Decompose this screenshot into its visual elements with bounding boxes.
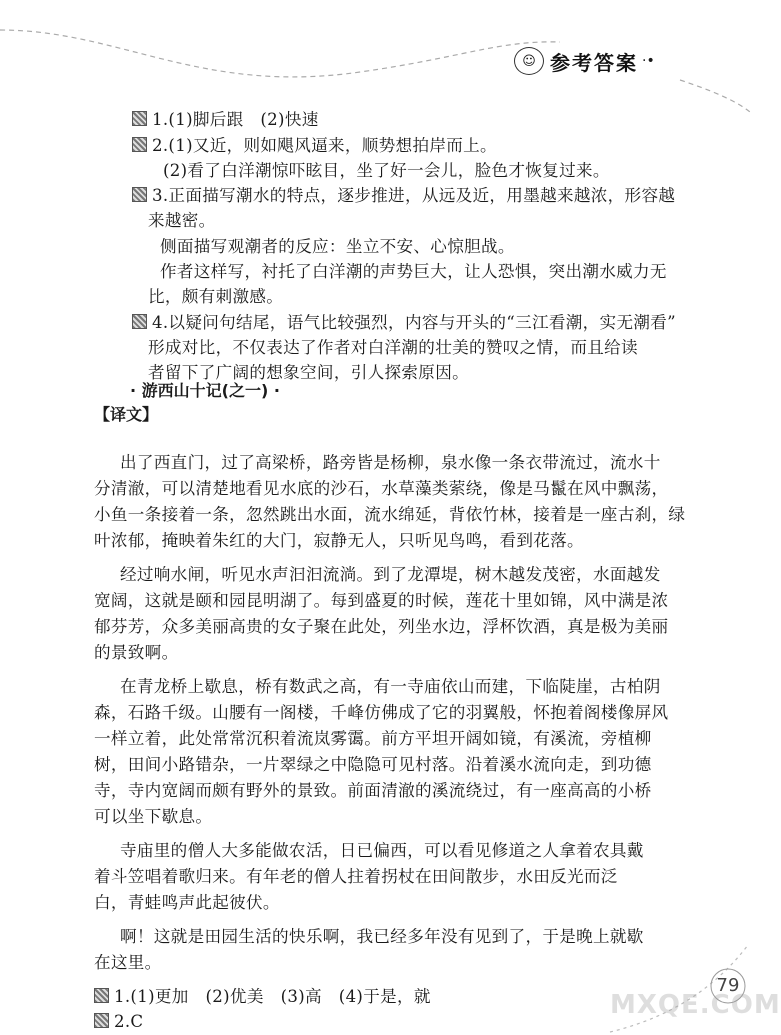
- text-line: [94, 753, 652, 777]
- smile-logo-icon: ☺: [514, 47, 544, 75]
- line-text: 在青龙桥上歇息，桥有数武之高，有一寺庙依山而建，下临陡崖，古柏阴: [120, 677, 661, 696]
- answer-marker-icon: [94, 988, 109, 1003]
- text-line: [94, 477, 668, 501]
- text-line: [94, 615, 668, 639]
- line-text: 寺，寺内宽阔而颇有野外的景致。前面清澈的溪流绕过，有一座高高的小桥: [94, 781, 652, 800]
- text-line: [94, 951, 162, 975]
- text-line: [160, 260, 667, 284]
- line-text: (2)看了白洋潮惊吓眩目，坐了好一会儿，脸色才恢复过来。: [163, 161, 610, 180]
- line-text: 寺庙里的僧人大多能做农活，日已偏西，可以看见修道之人拿着农具戴: [120, 841, 644, 860]
- text-line: [94, 1010, 143, 1034]
- section-title: · 游西山十记(之一) ·: [130, 381, 280, 400]
- line-text: 白，青蛙鸣声此起彼伏。: [94, 893, 280, 912]
- text-line: [120, 675, 661, 699]
- text-line: [132, 108, 319, 132]
- line-text: 3.正面描写潮水的特点，逐步推进，从远及近，用墨越来越浓，形容越: [152, 186, 676, 205]
- text-line: [120, 451, 661, 475]
- answer-marker-icon: [132, 111, 147, 126]
- line-text: 分清澈，可以清楚地看见水底的沙石，水草藻类萦绕，像是马鬣在风中飘荡，: [94, 479, 669, 498]
- text-line: [94, 805, 212, 829]
- text-line: [94, 891, 280, 915]
- translation-label: 【译文】: [94, 405, 159, 424]
- header-badge: [514, 44, 655, 78]
- text-line: [160, 235, 515, 259]
- line-text: 4.以疑问句结尾，语气比较强烈，内容与开头的“三江看潮，实无潮看”: [152, 313, 676, 332]
- text-line: [120, 839, 644, 863]
- text-line: [120, 563, 661, 587]
- answer-marker-icon: [132, 314, 147, 329]
- line-text: 经过响水闸，听见水声汩汩流淌。到了龙潭堤，树木越发茂密，水面越发: [120, 565, 661, 584]
- watermark-text: MXQE.COM: [610, 990, 781, 1020]
- answer-marker-icon: [94, 1013, 109, 1028]
- line-text: 小鱼一条接着一条，忽然跳出水面，流水绵延，背依竹林，接着是一座古刹，绿: [94, 505, 686, 524]
- text-line: [132, 134, 497, 158]
- line-text: 者留下了广阔的想象空间，引人探索原因。: [148, 363, 469, 382]
- line-text: 来越密。: [148, 211, 216, 230]
- text-line: [94, 589, 668, 613]
- header-title: 参考答案: [550, 50, 638, 75]
- answer-marker-icon: [132, 137, 147, 152]
- text-line: [148, 285, 283, 309]
- text-line: [94, 701, 668, 725]
- line-text: 郁芬芳，众多美丽高贵的女子聚在此处，列坐水边，浮杯饮酒，真是极为美丽: [94, 617, 669, 636]
- line-text: 一样立着，此处常常沉积着流岚雾霭。前方平坦开阔如镜，有溪流，旁植柳: [94, 729, 652, 748]
- line-text: 比，颇有刺激感。: [148, 287, 284, 306]
- text-line: [94, 779, 652, 803]
- text-line: [148, 209, 216, 233]
- line-text: 侧面描写观潮者的反应：坐立不安、心惊胆战。: [160, 237, 515, 256]
- line-text: 在这里。: [94, 953, 162, 972]
- line-text: 作者这样写，衬托了白洋潮的声势巨大，让人恐惧，突出潮水威力无: [160, 262, 667, 281]
- line-text: 的景致啊。: [94, 643, 179, 662]
- line-text: 1.(1)脚后跟 (2)快速: [152, 110, 319, 129]
- line-text: 着斗笠唱着歌归来。有年老的僧人拄着拐杖在田间散步，水田反光而泛: [94, 867, 618, 886]
- answer-marker-icon: [132, 187, 147, 202]
- text-line: [148, 336, 638, 360]
- text-line: [132, 184, 675, 208]
- page-number: 79: [716, 974, 740, 996]
- line-text: 森，石路千级。山腰有一阁楼，千峰仿佛成了它的羽翼般，怀抱着阁楼像屏风: [94, 703, 669, 722]
- line-text: 2.C: [114, 1012, 144, 1031]
- line-text: 2.(1)又近，则如飓风逼来，顺势想拍岸而上。: [152, 136, 497, 155]
- line-text: 出了西直门，过了高梁桥，路旁皆是杨柳，泉水像一条衣带流过，流水十: [120, 453, 661, 472]
- text-line: [163, 159, 610, 183]
- text-line: [94, 727, 652, 751]
- text-line: [94, 529, 584, 553]
- text-line: [94, 985, 431, 1009]
- text-line: [132, 311, 676, 335]
- text-line: [94, 641, 178, 665]
- text-line: [120, 925, 644, 949]
- line-text: 宽阔，这就是颐和园昆明湖了。每到盛夏的时候，莲花十里如锦，风中满是浓: [94, 591, 669, 610]
- line-text: 树，田间小路错杂，一片翠绿之中隐隐可见村落。沿着溪水流向走，到功德: [94, 755, 652, 774]
- line-text: 形成对比，不仅表达了作者对白洋潮的壮美的赞叹之情，而且给读: [148, 338, 638, 357]
- line-text: 1.(1)更加 (2)优美 (3)高 (4)于是，就: [114, 987, 431, 1006]
- line-text: 叶浓郁，掩映着朱红的大门，寂静无人，只听见鸟鸣，看到花落。: [94, 531, 584, 550]
- line-text: 啊！这就是田园生活的快乐啊，我已经多年没有见到了，于是晚上就歇: [120, 927, 644, 946]
- text-line: [94, 503, 685, 527]
- header-dots: ·•: [642, 53, 655, 69]
- line-text: 可以坐下歇息。: [94, 807, 213, 826]
- text-line: [94, 865, 618, 889]
